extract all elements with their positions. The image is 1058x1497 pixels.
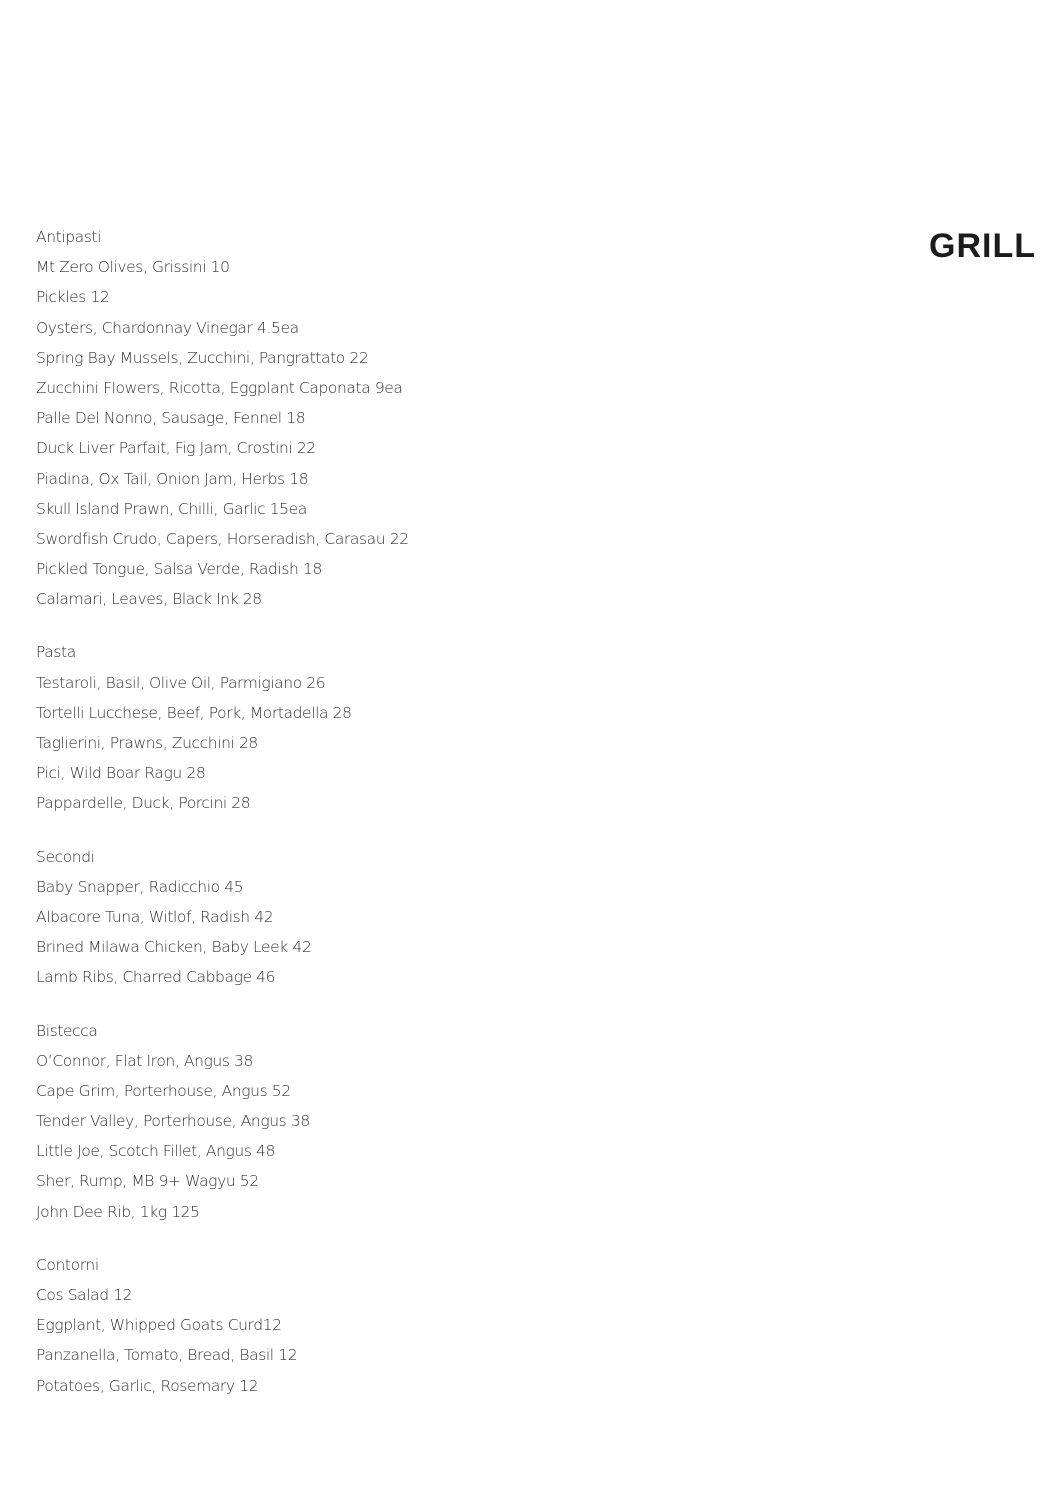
section-pasta	[36, 637, 736, 818]
section-secondi	[36, 842, 736, 993]
menu-item: Piadina, Ox Tail, Onion Jam, Herbs 18	[36, 469, 309, 488]
section-title: Secondi	[36, 847, 95, 866]
section-title: Bistecca	[36, 1021, 98, 1040]
menu-item: Panzanella, Tomato, Bread, Basil 12	[36, 1346, 298, 1365]
menu-item: Cape Grim, Porterhouse, Angus 52	[36, 1081, 291, 1100]
menu-item: Pickled Tongue, Salsa Verde, Radish 18	[36, 560, 322, 579]
section-contorni	[36, 1250, 736, 1401]
menu-item: Sher, Rump, MB 9+ Wagyu 52	[36, 1172, 259, 1191]
menu-item: Albacore Tuna, Witlof, Radish 42	[36, 907, 274, 926]
section-title: Antipasti	[36, 228, 102, 246]
section-title: Pasta	[36, 643, 76, 662]
menu-item: Palle Del Nonno, Sausage, Fennel 18	[36, 409, 306, 428]
menu-item: John Dee Rib, 1kg 125	[36, 1202, 200, 1221]
menu-item: Lamb Ribs, Charred Cabbage 46	[36, 968, 276, 987]
menu	[36, 222, 736, 1424]
menu-item: Oysters, Chardonnay Vinegar 4.5ea	[36, 318, 299, 337]
menu-item: Testaroli, Basil, Olive Oil, Parmigiano 26	[36, 673, 326, 692]
menu-item: Skull Island Prawn, Chilli, Garlic 15ea	[36, 499, 307, 518]
menu-item: Potatoes, Garlic, Rosemary 12	[36, 1376, 259, 1395]
menu-item: Taglierini, Prawns, Zucchini 28	[36, 734, 258, 752]
menu-item: Pici, Wild Boar Ragu 28	[36, 764, 206, 783]
menu-item: Mt Zero Olives, Grissini 10	[36, 258, 230, 277]
menu-item: Little Joe, Scotch Fillet, Angus 48	[36, 1142, 275, 1161]
menu-item: Spring Bay Mussels, Zucchini, Pangrattato 22	[36, 348, 369, 367]
menu-item: Eggplant, Whipped Goats Curd12	[36, 1316, 282, 1335]
menu-item: Zucchini Flowers, Ricotta, Eggplant Caponata 9ea	[36, 378, 403, 397]
menu-item: Tender Valley, Porterhouse, Angus 38	[36, 1112, 310, 1131]
section-bistecca	[36, 1016, 736, 1227]
section-antipasti	[36, 222, 736, 614]
menu-item: Calamari, Leaves, Black Ink 28	[36, 590, 262, 609]
grill-logo: GRILL	[929, 227, 1036, 265]
menu-item: Pickles 12	[36, 288, 110, 307]
menu-item: O’Connor, Flat Iron, Angus 38	[36, 1051, 253, 1070]
menu-item: Duck Liver Parfait, Fig Jam, Crostini 22	[36, 439, 316, 458]
menu-item: Cos Salad 12	[36, 1286, 133, 1304]
menu-item: Swordfish Crudo, Capers, Horseradish, Carasau 22	[36, 529, 409, 548]
section-title: Contorni	[36, 1255, 99, 1274]
menu-item: Brined Milawa Chicken, Baby Leek 42	[36, 938, 312, 957]
menu-item: Baby Snapper, Radicchio 45	[36, 877, 244, 896]
menu-item: Tortelli Lucchese, Beef, Pork, Mortadella 28	[36, 703, 352, 722]
menu-item: Pappardelle, Duck, Porcini 28	[36, 794, 251, 813]
